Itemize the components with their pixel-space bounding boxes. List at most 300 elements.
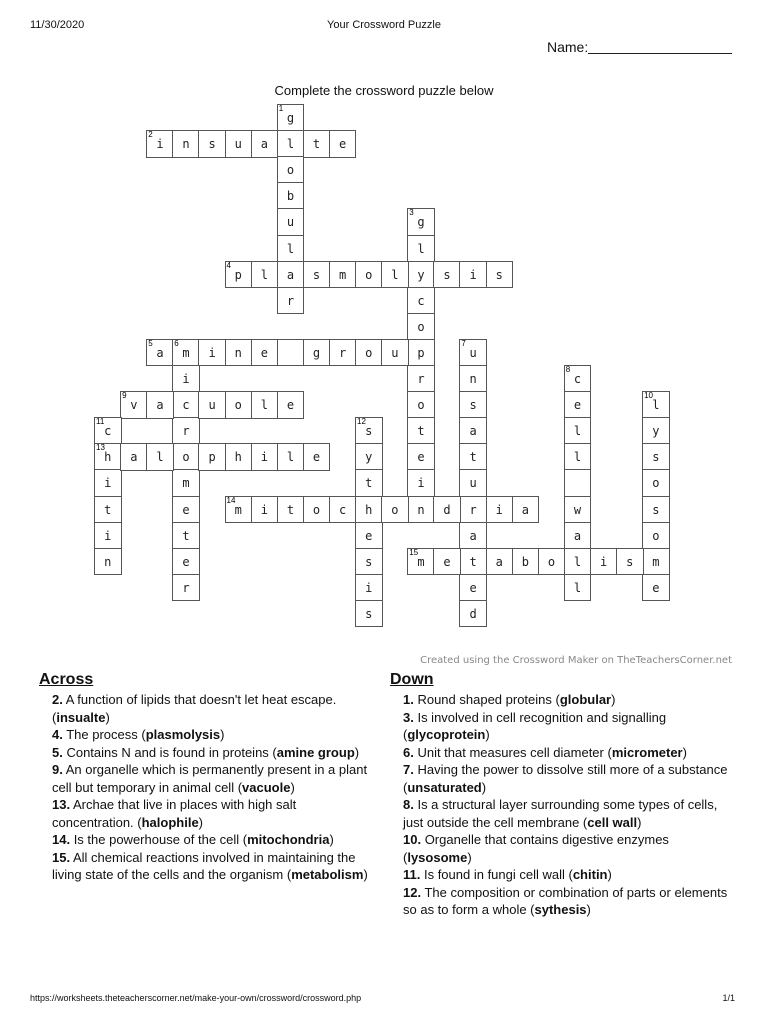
grid-cell[interactable] <box>172 574 200 602</box>
cell-letter: m <box>652 554 660 569</box>
grid-cell[interactable] <box>459 574 487 602</box>
clue-item-close: ) <box>586 902 591 917</box>
grid-cell[interactable] <box>564 443 592 471</box>
clue-item-text: The process ( <box>62 727 146 742</box>
cell-letter: e <box>286 398 295 413</box>
grid-cell[interactable] <box>251 261 279 289</box>
grid-cell[interactable] <box>172 391 200 419</box>
grid-cell[interactable] <box>355 443 383 471</box>
grid-cell[interactable] <box>433 261 461 289</box>
cell-letter: h <box>104 450 112 465</box>
cell-letter: g <box>312 345 321 360</box>
clue-item <box>39 744 379 762</box>
cell-letter: e <box>182 502 190 517</box>
clue-item-text: Unit that measures cell diameter ( <box>413 744 612 760</box>
cell-letter: i <box>104 528 112 543</box>
clue-item <box>390 691 730 709</box>
grid-cell[interactable] <box>172 496 200 524</box>
grid-cell[interactable] <box>459 469 487 497</box>
clue-number: 5 <box>148 338 153 348</box>
grid-cell[interactable] <box>381 496 409 524</box>
grid-cell[interactable] <box>198 443 226 471</box>
grid-cell[interactable] <box>642 443 670 471</box>
cell-letter: l <box>260 267 268 282</box>
grid-cell[interactable] <box>642 522 670 550</box>
cell-letter: e <box>260 345 268 360</box>
clue-item-answer: plasmolysis <box>145 727 221 742</box>
maker-credit: Created using the Crossword Maker on TheTeachersCorner.net <box>420 655 732 666</box>
grid-cell[interactable] <box>225 443 253 471</box>
grid-cell[interactable] <box>355 339 383 367</box>
clue-number: 10 <box>644 391 653 401</box>
clue-item-answer: mitochondria <box>247 832 330 847</box>
cell-letter: l <box>417 241 425 256</box>
cell-letter: l <box>391 267 399 282</box>
clue-item-answer: metabolism <box>291 867 364 882</box>
clue-item-text: Is found in fungi cell wall ( <box>420 867 573 882</box>
cell-letter: l <box>573 580 582 595</box>
cell-letter: l <box>156 450 164 465</box>
clue-item-number: 4. <box>52 727 63 742</box>
grid-cell[interactable] <box>433 548 461 576</box>
cell-letter: a <box>260 137 268 152</box>
grid-cell[interactable] <box>146 339 174 367</box>
cell-letter: m <box>182 476 190 491</box>
grid-cell[interactable] <box>459 391 487 419</box>
clue-item-number: 5. <box>52 744 63 760</box>
grid-cell[interactable] <box>381 339 409 367</box>
cell-letter: i <box>495 502 503 517</box>
grid-cell[interactable] <box>172 417 200 445</box>
grid-cell[interactable] <box>512 496 540 524</box>
cell-letter: o <box>234 398 242 413</box>
grid-cell[interactable] <box>303 496 331 524</box>
cell-letter: n <box>417 502 425 517</box>
grid-cell[interactable] <box>407 208 435 236</box>
grid-cell[interactable] <box>277 235 305 263</box>
grid-cell[interactable] <box>459 443 487 471</box>
grid-cell[interactable] <box>251 391 279 419</box>
cell-letter: d <box>443 502 451 517</box>
grid-cell[interactable] <box>459 600 487 628</box>
cell-letter: e <box>573 398 582 413</box>
cell-letter: a <box>495 554 503 569</box>
cell-letter: n <box>104 554 112 569</box>
clue-item-answer: micrometer <box>611 744 683 760</box>
grid-cell[interactable] <box>146 443 174 471</box>
clue-item-text: Is the powerhouse of the cell ( <box>70 832 248 847</box>
cell-letter: e <box>417 450 425 465</box>
clue-item-close: ) <box>637 814 642 830</box>
clue-number: 1 <box>278 104 284 113</box>
grid-cell[interactable] <box>642 574 670 602</box>
cell-letter: y <box>652 424 660 439</box>
clue-item-number: 2. <box>52 692 63 707</box>
grid-cell[interactable] <box>642 391 670 419</box>
clue-item-number: 6. <box>403 744 414 760</box>
grid-cell[interactable] <box>459 522 487 550</box>
grid-cell[interactable] <box>329 496 357 524</box>
clue-number: 15 <box>409 547 419 557</box>
clue-item-text: Is involved in cell recognition and signalling ( <box>403 709 667 742</box>
page-number: 1/1 <box>722 993 735 1003</box>
grid-cell[interactable] <box>407 469 435 497</box>
grid-cell[interactable] <box>407 365 435 393</box>
clue-item <box>39 831 379 849</box>
grid-cell[interactable] <box>407 313 435 341</box>
cell-letter: h <box>234 450 242 465</box>
cell-letter: u <box>469 345 477 360</box>
clue-item-answer: amine group <box>276 744 355 760</box>
cell-letter: l <box>286 450 295 465</box>
cell-letter: w <box>573 502 582 517</box>
clue-item <box>390 709 730 744</box>
clue-number: 8 <box>565 365 571 374</box>
grid-cell[interactable] <box>198 130 226 158</box>
cell-letter: s <box>495 267 503 282</box>
clue-item-answer: halophile <box>141 814 199 830</box>
cell-letter: o <box>652 476 660 491</box>
clue-item-close: ) <box>220 727 225 742</box>
clue-item-number: 14. <box>52 832 71 847</box>
grid-cell[interactable] <box>172 469 200 497</box>
cell-letter: b <box>286 189 295 204</box>
grid-cell[interactable] <box>277 261 305 289</box>
clue-item <box>39 691 379 726</box>
cell-letter: l <box>260 398 268 413</box>
cell-letter: o <box>547 554 556 569</box>
cell-letter: m <box>182 345 190 360</box>
cell-letter: t <box>365 476 373 491</box>
cell-letter: t <box>469 450 477 465</box>
cell-letter: a <box>521 502 529 517</box>
grid-cell[interactable] <box>277 104 305 132</box>
grid-cell[interactable] <box>277 339 305 367</box>
grid-cell[interactable] <box>146 130 174 158</box>
grid-cell[interactable] <box>277 496 305 524</box>
grid-cell[interactable] <box>564 496 592 524</box>
grid-cell[interactable] <box>277 130 305 158</box>
cell-letter: s <box>443 267 451 282</box>
cell-letter: n <box>182 137 190 152</box>
grid-cell[interactable] <box>251 443 279 471</box>
grid-cell[interactable] <box>564 574 592 602</box>
clue-item-number: 1. <box>403 692 414 707</box>
down-heading: Down <box>390 671 434 688</box>
grid-cell[interactable] <box>198 391 226 419</box>
clue-number: 9 <box>122 391 127 401</box>
cell-letter: i <box>365 580 373 595</box>
grid-cell[interactable] <box>94 417 122 445</box>
grid-cell[interactable] <box>564 548 592 576</box>
clue-item-close: ) <box>105 709 110 725</box>
cell-letter: e <box>443 554 451 569</box>
grid-cell[interactable] <box>172 548 200 576</box>
grid-cell[interactable] <box>407 339 435 367</box>
grid-cell[interactable] <box>172 365 200 393</box>
grid-cell[interactable] <box>459 339 487 367</box>
cell-letter: s <box>652 450 660 465</box>
cell-letter: o <box>312 502 321 517</box>
clue-item <box>390 831 730 866</box>
grid-cell[interactable] <box>277 182 305 210</box>
cell-letter: c <box>417 293 425 308</box>
clue-item-text: Organelle that contains digestive enzymes ( <box>403 832 669 865</box>
cell-letter: r <box>339 345 347 360</box>
grid-cell[interactable] <box>407 261 435 289</box>
clue-item-close: ) <box>682 744 687 760</box>
clue-number: 3 <box>409 208 414 218</box>
cell-letter: u <box>286 215 295 230</box>
cell-letter: t <box>286 502 295 517</box>
grid-cell[interactable] <box>407 443 435 471</box>
cell-letter: l <box>286 241 295 256</box>
cell-letter: i <box>208 345 216 360</box>
cell-letter: g <box>286 111 295 125</box>
cell-letter: r <box>182 424 190 439</box>
cell-letter: p <box>417 345 425 360</box>
grid-cell[interactable] <box>407 391 435 419</box>
clue-item-close: ) <box>607 867 612 882</box>
grid-cell[interactable] <box>564 522 592 550</box>
cell-letter: o <box>365 345 373 360</box>
clue-item <box>390 744 730 762</box>
cell-letter: e <box>652 580 660 595</box>
grid-cell[interactable] <box>277 391 305 419</box>
cell-letter: c <box>573 372 582 386</box>
grid-cell[interactable] <box>381 261 409 289</box>
grid-cell[interactable] <box>355 548 383 576</box>
clue-item-number: 13. <box>52 797 71 812</box>
cell-letter: i <box>260 450 268 465</box>
cell-letter: l <box>573 554 582 569</box>
clue-item-text: Round shaped proteins ( <box>413 692 560 707</box>
clue-item-text: All chemical reactions involved in maintaining the living state of the cells and the organism ( <box>52 849 356 882</box>
grid-cell[interactable] <box>355 469 383 497</box>
grid-cell[interactable] <box>538 548 566 576</box>
grid-cell[interactable] <box>329 261 357 289</box>
cell-letter: h <box>365 502 373 517</box>
grid-cell[interactable] <box>277 443 305 471</box>
grid-cell[interactable] <box>172 339 200 367</box>
clue-item-text: The composition or combination of parts or elements so as to form a whole ( <box>403 884 728 917</box>
grid-cell[interactable] <box>329 339 357 367</box>
document-title: Your Crossword Puzzle <box>327 19 441 31</box>
cell-letter: s <box>365 606 373 621</box>
grid-cell[interactable] <box>407 287 435 315</box>
grid-cell[interactable] <box>94 443 122 471</box>
grid-cell[interactable] <box>277 287 305 315</box>
grid-cell[interactable] <box>225 261 253 289</box>
clue-item-text: An organelle which is permanently present in a plant cell but temporary in animal cell ( <box>52 762 368 795</box>
cell-letter: o <box>182 450 190 465</box>
cell-letter: t <box>312 137 321 152</box>
cell-letter: v <box>130 398 138 413</box>
clue-item-number: 8. <box>403 797 414 812</box>
grid-cell[interactable] <box>459 496 487 524</box>
grid-cell[interactable] <box>642 469 670 497</box>
cell-letter: s <box>365 424 373 439</box>
across-clues <box>39 670 379 884</box>
grid-cell[interactable] <box>303 443 331 471</box>
grid-cell[interactable] <box>564 417 592 445</box>
grid-cell[interactable] <box>251 496 279 524</box>
grid-cell[interactable] <box>172 130 200 158</box>
clue-item-answer: chitin <box>572 867 608 882</box>
grid-cell[interactable] <box>94 469 122 497</box>
grid-cell[interactable] <box>251 130 279 158</box>
cell-letter: c <box>339 502 347 517</box>
cell-letter: l <box>286 137 295 152</box>
grid-cell[interactable] <box>407 417 435 445</box>
grid-cell[interactable] <box>459 261 487 289</box>
cell-letter: y <box>365 450 373 465</box>
cell-letter: s <box>208 137 216 152</box>
cell-letter: t <box>417 424 425 439</box>
cell-letter: i <box>260 502 268 517</box>
grid-cell[interactable] <box>564 391 592 419</box>
clue-item-close: ) <box>329 832 334 847</box>
cell-letter: t <box>182 528 190 543</box>
grid-cell[interactable] <box>355 574 383 602</box>
clue-item-text: Contains N and is found in proteins ( <box>62 744 277 760</box>
cell-letter: g <box>417 215 425 230</box>
cell-letter: e <box>339 137 347 152</box>
grid-cell[interactable] <box>355 417 383 445</box>
grid-cell[interactable] <box>120 443 148 471</box>
cell-letter: a <box>130 450 138 465</box>
grid-cell[interactable] <box>303 130 331 158</box>
clue-item <box>390 884 730 919</box>
cell-letter: b <box>521 554 529 569</box>
grid-cell[interactable] <box>407 496 435 524</box>
print-date: 11/30/2020 <box>30 19 85 31</box>
cell-letter: m <box>339 267 347 282</box>
grid-cell[interactable] <box>277 156 305 184</box>
clue-item <box>39 796 379 831</box>
cell-letter: m <box>234 502 242 517</box>
down-clue-list <box>390 691 730 919</box>
grid-cell[interactable] <box>642 496 670 524</box>
cell-letter: p <box>208 450 216 465</box>
cell-letter: t <box>104 502 112 517</box>
clue-item-answer: vacuole <box>242 779 291 795</box>
grid-cell[interactable] <box>407 548 435 576</box>
clue-item-answer: sythesis <box>534 902 587 917</box>
cell-letter: i <box>182 372 190 386</box>
cell-letter: e <box>365 528 373 543</box>
grid-cell[interactable] <box>94 548 122 576</box>
grid-cell[interactable] <box>486 261 514 289</box>
cell-letter: o <box>391 502 399 517</box>
clue-item-number: 11. <box>403 867 421 882</box>
cell-letter: o <box>365 267 373 282</box>
clue-item-text: Having the power to dissolve still more of a substance ( <box>403 762 728 795</box>
grid-cell[interactable] <box>225 391 253 419</box>
grid-cell[interactable] <box>303 261 331 289</box>
cell-letter: i <box>417 476 425 491</box>
grid-cell[interactable] <box>120 391 148 419</box>
clue-item <box>39 726 379 744</box>
name-label: Name: <box>547 39 589 55</box>
grid-cell[interactable] <box>198 339 226 367</box>
grid-cell[interactable] <box>355 522 383 550</box>
cell-letter: u <box>469 476 477 491</box>
clue-item-number: 10. <box>403 832 422 847</box>
grid-cell[interactable] <box>564 365 592 393</box>
cell-letter: c <box>104 424 112 439</box>
grid-cell[interactable] <box>459 417 487 445</box>
clue-item-answer: unsaturated <box>407 779 482 795</box>
cell-letter: n <box>469 372 477 386</box>
grid-cell[interactable] <box>277 208 305 236</box>
grid-cell[interactable] <box>512 548 540 576</box>
grid-cell[interactable] <box>459 365 487 393</box>
grid-cell[interactable] <box>172 443 200 471</box>
grid-cell[interactable] <box>303 339 331 367</box>
grid-cell[interactable] <box>486 496 514 524</box>
clue-item-text: A function of lipids that doesn't let heat escape. ( <box>52 692 337 725</box>
down-clues <box>390 670 730 919</box>
grid-cell[interactable] <box>329 130 357 158</box>
grid-cell[interactable] <box>642 417 670 445</box>
cell-letter: l <box>652 398 660 413</box>
clue-number: 2 <box>148 130 153 140</box>
clue-item-close: ) <box>485 727 490 742</box>
grid-cell[interactable] <box>94 496 122 524</box>
grid-cell[interactable] <box>433 496 461 524</box>
grid-cell[interactable] <box>616 548 644 576</box>
cell-letter: p <box>234 267 242 282</box>
cell-letter: a <box>469 528 477 543</box>
grid-cell[interactable] <box>172 522 200 550</box>
grid-cell[interactable] <box>486 548 514 576</box>
grid-cell[interactable] <box>564 469 592 497</box>
grid-cell[interactable] <box>225 130 253 158</box>
cell-letter: i <box>104 476 112 491</box>
grid-cell[interactable] <box>146 391 174 419</box>
cell-letter: u <box>391 345 399 360</box>
cell-letter: u <box>234 137 242 152</box>
clue-item-text: Archae that live in places with high salt concentration. ( <box>52 797 297 830</box>
clue-number: 7 <box>461 338 466 348</box>
clue-item <box>390 796 730 831</box>
clue-item-close: ) <box>198 814 204 830</box>
clue-item <box>390 866 730 884</box>
grid-cell[interactable] <box>590 548 618 576</box>
cell-letter: s <box>652 502 660 517</box>
grid-cell[interactable] <box>355 600 383 628</box>
grid-cell[interactable] <box>407 235 435 263</box>
grid-cell[interactable] <box>251 339 279 367</box>
cell-letter: n <box>234 345 242 360</box>
grid-cell[interactable] <box>225 496 253 524</box>
cell-letter: r <box>469 502 477 517</box>
cell-letter: s <box>312 267 321 282</box>
grid-cell[interactable] <box>642 548 670 576</box>
clue-item-number: 15. <box>52 849 71 865</box>
clue-item <box>39 849 379 884</box>
grid-cell[interactable] <box>225 339 253 367</box>
grid-cell[interactable] <box>355 261 383 289</box>
clue-item-number: 3. <box>403 709 414 725</box>
clue-item-number: 12. <box>403 884 422 900</box>
grid-cell[interactable] <box>459 548 487 576</box>
cell-letter: e <box>312 450 321 465</box>
grid-cell[interactable] <box>94 522 122 550</box>
grid-cell[interactable] <box>355 496 383 524</box>
cell-letter: r <box>286 293 295 308</box>
